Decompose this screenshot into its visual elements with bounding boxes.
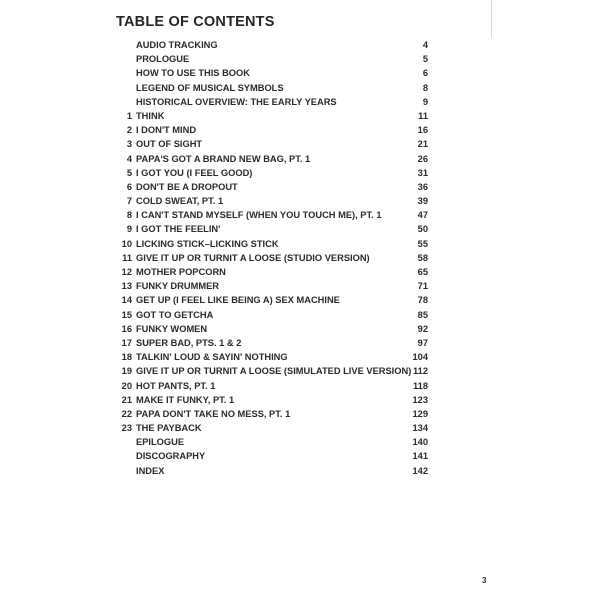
toc-entry-number: 17 [121, 337, 132, 348]
toc-entry-number: 3 [126, 139, 132, 150]
toc-entry-title: AUDIO TRACKING [136, 40, 218, 50]
toc-entry-title: EPILOGUE [136, 437, 185, 448]
toc-entry [110, 81, 428, 95]
toc-entry [110, 38, 428, 52]
toc-entry [110, 251, 428, 265]
toc-entry-title: THE PAYBACK [136, 423, 202, 434]
toc-entry-number: 11 [122, 252, 132, 263]
toc-entry-title: PAPA DON'T TAKE NO MESS, PT. 1 [136, 408, 291, 419]
toc-entry-page: 142 [412, 465, 428, 476]
toc-entry-title: GOT TO GETCHA [136, 309, 214, 320]
toc-entry-title: FUNKY DRUMMER [136, 281, 219, 292]
toc-entry-page: 58 [417, 252, 428, 263]
toc-entry-title: I GOT YOU (I FEEL GOOD) [136, 167, 253, 178]
toc-entry-number: 16 [121, 323, 132, 334]
toc-entry-title: HOW TO USE THIS BOOK [136, 68, 250, 79]
toc-entry [110, 449, 428, 463]
toc-entry-title: I CAN'T STAND MYSELF (WHEN YOU TOUCH ME), PT. 1 [136, 210, 382, 221]
toc-entry-title: SUPER BAD, PTS. 1 & 2 [136, 337, 242, 348]
toc-entry-title: GIVE IT UP OR TURNIT A LOOSE (STUDIO VERSION) [136, 252, 370, 263]
toc-entry-number: 23 [121, 423, 132, 434]
toc-entry-page: 9 [422, 96, 428, 107]
toc-entry-page: 31 [417, 167, 428, 178]
toc-entry [110, 265, 428, 279]
toc-entry [110, 407, 428, 421]
toc-entry-page: 21 [417, 139, 428, 150]
toc-entry [110, 308, 428, 322]
toc-entry-page: 47 [417, 210, 428, 221]
toc-entry-page: 6 [422, 68, 428, 79]
toc-entry-title: I GOT THE FEELIN' [136, 224, 221, 235]
toc-entry-title: COLD SWEAT, PT. 1 [136, 196, 224, 207]
toc-entry-page: 65 [417, 267, 428, 277]
toc-entry-page: 140 [412, 437, 428, 448]
toc-entry-page: 118 [413, 380, 428, 391]
toc-list [110, 38, 428, 478]
page-title: TABLE OF CONTENTS [116, 14, 275, 30]
toc-entry-title: FUNKY WOMEN [136, 323, 208, 334]
toc-entry-title: LEGEND OF MUSICAL SYMBOLS [136, 82, 284, 93]
toc-entry-title: PAPA'S GOT A BRAND NEW BAG, PT. 1 [136, 153, 311, 164]
toc-entry-number: 15 [121, 309, 132, 320]
toc-entry-title: HISTORICAL OVERVIEW: THE EARLY YEARS [136, 96, 337, 107]
toc-entry-page: 50 [417, 224, 428, 235]
toc-entry-title: INDEX [136, 465, 165, 476]
toc-entry-title: MOTHER POPCORN [136, 267, 226, 277]
toc-entry-number: 19 [121, 366, 132, 377]
toc-entry [110, 109, 428, 123]
toc-entry-number: 20 [121, 380, 132, 391]
toc-entry [110, 222, 428, 236]
toc-entry-page: 11 [418, 110, 428, 121]
toc-entry [110, 322, 428, 336]
page-number: 3 [482, 576, 487, 585]
toc-entry-number: 13 [121, 281, 132, 292]
toc-entry [110, 208, 428, 222]
toc-entry-number: 12 [121, 267, 132, 277]
toc-entry [110, 464, 428, 478]
toc-entry-number: 2 [126, 125, 132, 136]
toc-entry-page: 26 [417, 153, 428, 164]
toc-entry-page: 71 [417, 281, 428, 292]
toc-entry-title: OUT OF SIGHT [136, 139, 203, 150]
toc-entry [110, 336, 428, 350]
toc-entry-number: 21 [121, 394, 132, 405]
toc-entry-page: 5 [422, 54, 428, 65]
toc-entry [110, 435, 428, 449]
toc-entry-page: 92 [417, 323, 428, 334]
toc-entry [110, 194, 428, 208]
toc-entry-number: 18 [121, 352, 132, 363]
toc-entry-page: 104 [412, 352, 428, 363]
toc-entry-page: 36 [417, 181, 428, 192]
toc-entry [110, 350, 428, 364]
toc-entry-number: 7 [126, 196, 132, 207]
toc-entry-page: 141 [412, 451, 428, 462]
toc-entry-number: 1 [126, 110, 132, 121]
toc-entry-title: PROLOGUE [136, 54, 190, 65]
toc-entry-number: 4 [126, 153, 132, 164]
toc-entry-title: MAKE IT FUNKY, PT. 1 [136, 394, 235, 405]
toc-entry-number: 14 [121, 295, 132, 306]
toc-entry-number: 9 [126, 224, 132, 235]
toc-entry-title: HOT PANTS, PT. 1 [136, 380, 216, 391]
toc-entry [110, 379, 428, 393]
toc-entry-page: 134 [412, 423, 428, 434]
toc-entry-page: 55 [417, 238, 428, 249]
toc-entry-title: DON'T BE A DROPOUT [136, 181, 238, 192]
toc-entry-number: 10 [121, 238, 132, 249]
toc-entry [110, 279, 428, 293]
toc-entry-page: 85 [417, 309, 428, 320]
toc-entry-page: 4 [422, 40, 428, 50]
toc-entry [110, 137, 428, 151]
toc-entry-number: 22 [121, 408, 132, 419]
toc-entry-title: TALKIN' LOUD & SAYIN' NOTHING [136, 352, 288, 363]
toc-entry-page: 78 [417, 295, 428, 306]
toc-entry-page: 16 [417, 125, 428, 136]
toc-entry [110, 95, 428, 109]
page-edge-rule [491, 0, 492, 38]
toc-entry-page: 129 [412, 408, 428, 419]
toc-entry-title: THINK [136, 110, 165, 121]
toc-entry-page: 39 [417, 196, 428, 207]
toc-entry-title: GIVE IT UP OR TURNIT A LOOSE (SIMULATED LIVE VERSION) [136, 366, 412, 377]
toc-entry [110, 293, 428, 307]
toc-entry-number: 5 [126, 167, 132, 178]
toc-entry [110, 66, 428, 80]
toc-entry [110, 123, 428, 137]
toc-entry-page: 123 [412, 394, 428, 405]
toc-entry-page: 112 [413, 366, 428, 377]
toc-entry-title: LICKING STICK–LICKING STICK [136, 238, 279, 249]
toc-entry [110, 166, 428, 180]
toc-entry-title: I DON'T MIND [136, 125, 197, 136]
toc-entry [110, 364, 428, 378]
toc-entry-page: 97 [417, 337, 428, 348]
toc-entry [110, 237, 428, 251]
toc-entry-title: DISCOGRAPHY [136, 451, 206, 462]
toc-entry [110, 52, 428, 66]
toc-entry [110, 152, 428, 166]
toc-entry-number: 8 [126, 210, 132, 221]
toc-entry-number: 6 [126, 181, 132, 192]
toc-entry-title: GET UP (I FEEL LIKE BEING A) SEX MACHINE [136, 295, 340, 306]
toc-entry [110, 180, 428, 194]
toc-entry-page: 8 [422, 82, 428, 93]
toc-entry [110, 393, 428, 407]
toc-entry [110, 421, 428, 435]
